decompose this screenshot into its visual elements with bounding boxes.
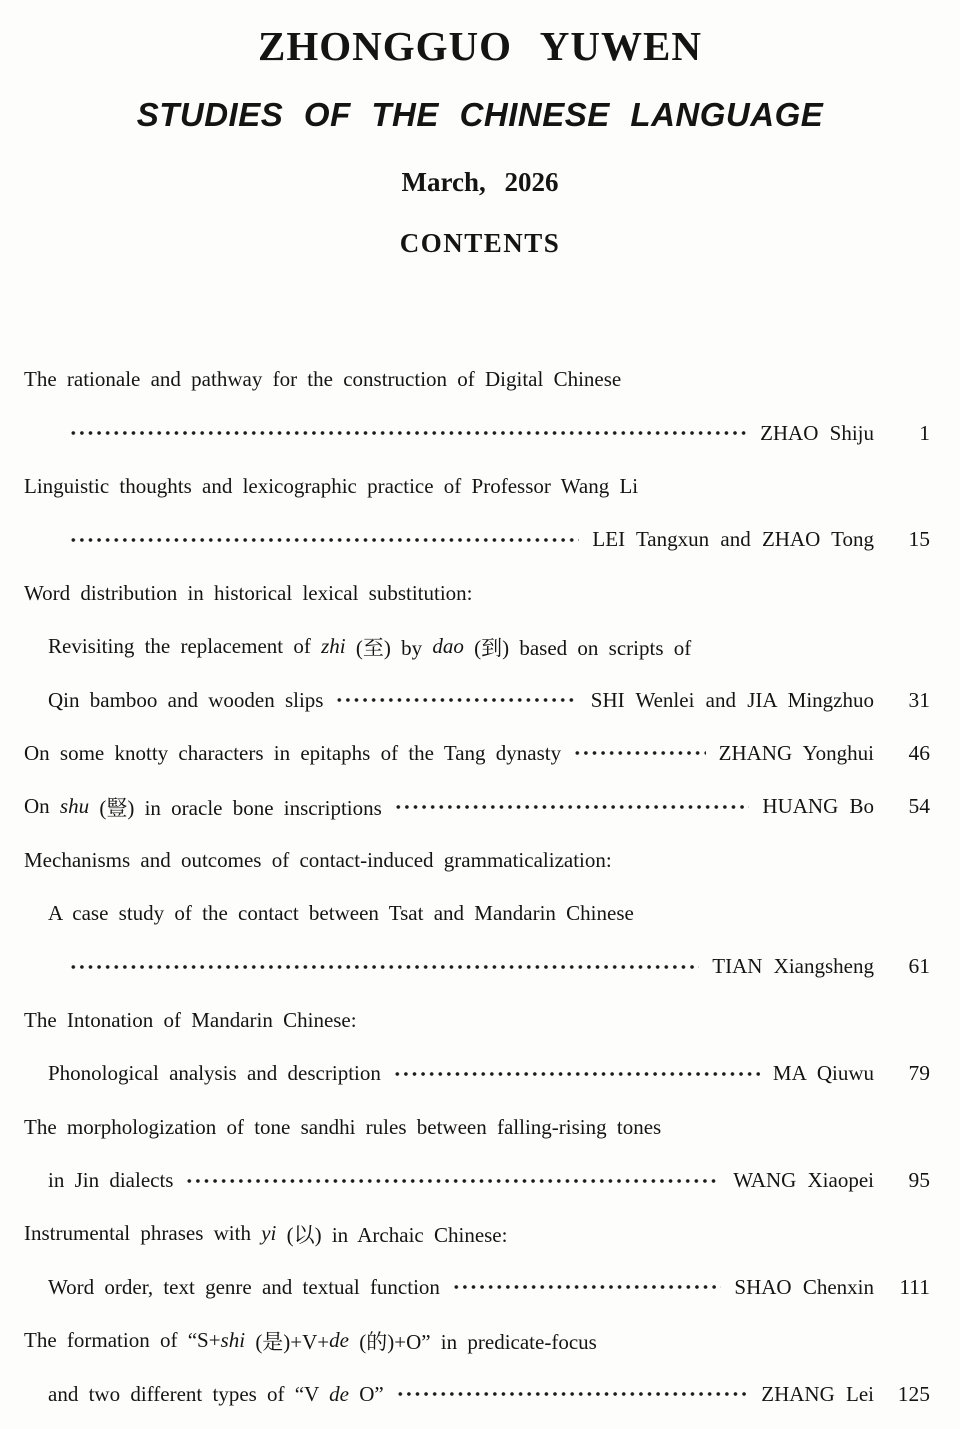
author-name: SHAO Chenxin <box>734 1274 874 1299</box>
toc-title-text: On <box>24 794 60 819</box>
toc-title-text: in Jin dialects <box>48 1168 174 1193</box>
toc-title-text: Revisiting the replacement of <box>48 634 322 659</box>
toc-title-term-italic: zhi <box>321 634 346 659</box>
toc-title-text: Word distribution in historical lexical substitution: <box>24 580 473 605</box>
toc-title-text: (豎) in oracle bone inscriptions <box>89 795 382 820</box>
toc-row <box>0 567 960 620</box>
toc-row <box>0 620 960 673</box>
toc-title-text: The Intonation of Mandarin Chinese: <box>24 1007 357 1032</box>
toc-title-text: Phonological analysis and description <box>48 1061 381 1086</box>
toc-title-text: (的)+O” in predicate-focus <box>348 1329 597 1354</box>
page-number: 95 <box>908 1168 930 1193</box>
toc-row <box>0 780 960 833</box>
toc-list <box>0 353 960 1421</box>
author-name: ZHAO Shiju <box>760 420 874 445</box>
author-name: TIAN Xiangsheng <box>712 954 874 979</box>
toc-title-text: A case study of the contact between Tsat and Mandarin Chinese <box>48 901 634 926</box>
toc-title-term-italic: de <box>329 1328 349 1353</box>
toc-row <box>0 727 960 780</box>
issue-date: March, 2026 <box>401 167 559 197</box>
page-number: 31 <box>908 687 930 712</box>
toc-title-text: (到) based on scripts of <box>463 635 692 660</box>
dot-leader <box>185 1171 720 1191</box>
toc-row <box>0 460 960 513</box>
author-name: MA Qiuwu <box>772 1061 874 1086</box>
toc-title-text: The rationale and pathway for the construction of Digital Chinese <box>24 367 622 392</box>
dot-leader <box>452 1277 721 1297</box>
author-name: WANG Xiaopei <box>733 1168 874 1193</box>
toc-title-text: Linguistic thoughts and lexicographic practice of Professor Wang Li <box>24 473 639 498</box>
toc-title-term-italic: yi <box>261 1221 277 1246</box>
toc-title-term-italic: de <box>329 1381 349 1406</box>
toc-title-text: (至) by <box>345 635 433 660</box>
toc-title-text: Word order, text genre and textual function <box>48 1274 440 1299</box>
dot-leader <box>69 423 747 443</box>
toc-title-text: On some knotty characters in epitaphs of the Tang dynasty <box>24 740 562 765</box>
author-name: HUANG Bo <box>762 794 874 819</box>
toc-row <box>0 1154 960 1207</box>
toc-row <box>0 353 960 406</box>
page-number: 79 <box>908 1061 930 1086</box>
toc-row <box>0 887 960 940</box>
toc-row <box>0 834 960 887</box>
toc-row <box>0 406 960 459</box>
page-number: 54 <box>908 794 930 819</box>
author-name: SHI Wenlei and JIA Mingzhuo <box>590 687 874 712</box>
toc-title-text: Qin bamboo and wooden slips <box>48 687 324 712</box>
author-name: ZHANG Yonghui <box>718 740 874 765</box>
dot-leader <box>573 743 706 763</box>
dot-leader <box>396 1384 749 1404</box>
toc-row <box>0 1367 960 1420</box>
toc-title-term-italic: dao <box>432 634 464 659</box>
toc-row <box>0 1100 960 1153</box>
page-number: 15 <box>908 527 930 552</box>
toc-title-text: (是)+V+ <box>245 1329 330 1354</box>
toc-title-term-italic: shu <box>59 794 90 819</box>
page-number: 111 <box>899 1274 930 1299</box>
toc-title-text: Mechanisms and outcomes of contact-induced grammaticalization: <box>24 847 612 872</box>
toc-title-text: The formation of “S+ <box>24 1328 221 1353</box>
toc-title-text: and two different types of “V <box>48 1381 330 1406</box>
toc-title-term-italic: shi <box>220 1328 246 1353</box>
toc-title-text: O” <box>349 1381 384 1406</box>
toc-title-text: The morphologization of tone sandhi rules between falling-rising tones <box>24 1114 662 1139</box>
author-name: ZHANG Lei <box>761 1381 874 1406</box>
dot-leader <box>69 957 699 977</box>
journal-title: ZHONGGUO YUWEN <box>258 23 702 69</box>
toc-row <box>0 1207 960 1260</box>
toc-row <box>0 1314 960 1367</box>
toc-row <box>0 513 960 566</box>
journal-subtitle: STUDIES OF THE CHINESE LANGUAGE <box>136 96 824 133</box>
dot-leader <box>393 1064 760 1084</box>
toc-row <box>0 1047 960 1100</box>
toc-row <box>0 994 960 1047</box>
toc-title-text: Instrumental phrases with <box>24 1221 262 1246</box>
toc-title-text: (以) in Archaic Chinese: <box>276 1222 508 1247</box>
author-name: LEI Tangxun and ZHAO Tong <box>592 527 874 552</box>
dot-leader <box>394 797 750 817</box>
toc-row <box>0 673 960 726</box>
page-number: 1 <box>919 420 930 445</box>
page-number: 46 <box>908 740 930 765</box>
contents-heading: CONTENTS <box>399 228 561 258</box>
dot-leader <box>69 530 579 550</box>
toc-row <box>0 1261 960 1314</box>
page-number: 61 <box>908 954 930 979</box>
page-number: 125 <box>897 1381 930 1406</box>
dot-leader <box>335 690 577 710</box>
toc-row <box>0 940 960 993</box>
